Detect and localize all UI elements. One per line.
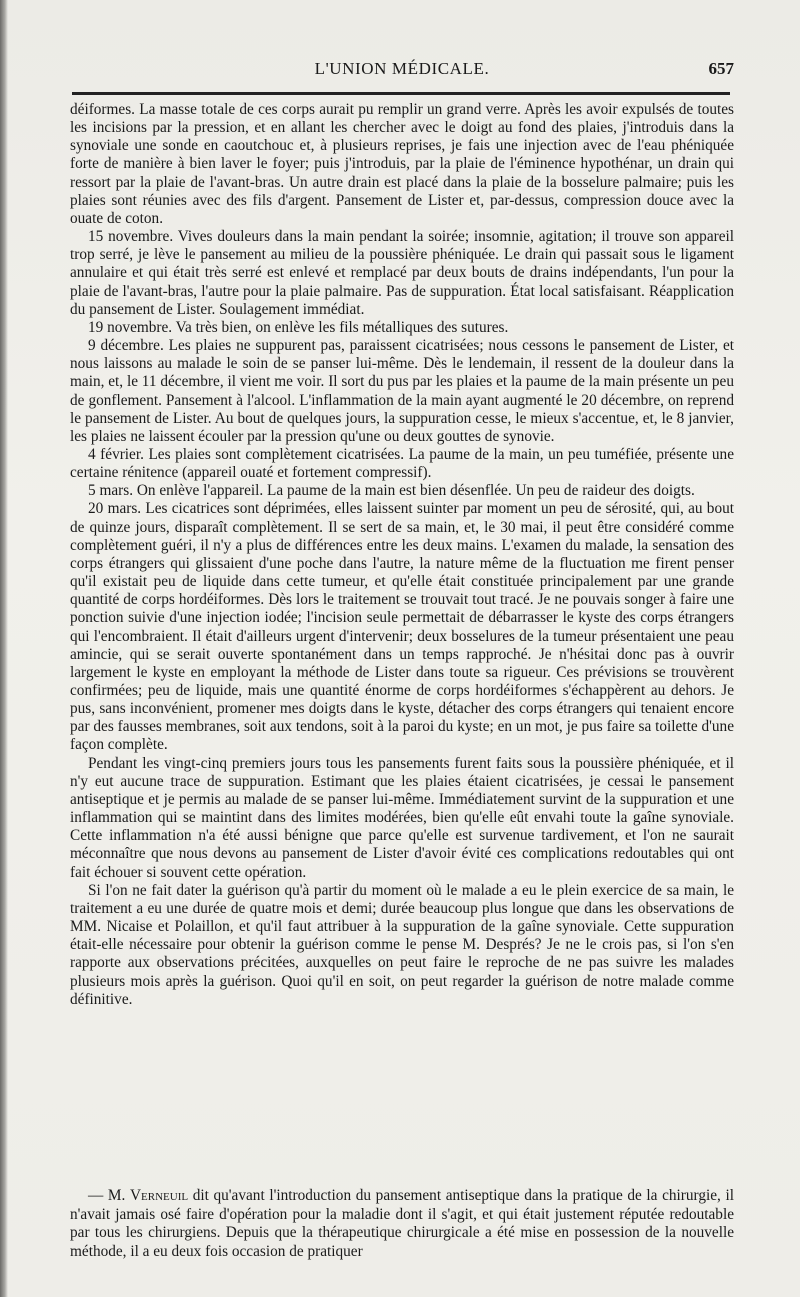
article-body	[70, 101, 734, 1009]
journal-title: L'UNION MÉDICALE.	[314, 59, 490, 78]
paragraph-guerison: Si l'on ne fait dater la guérison qu'à partir du moment où le malade a eu le plein exercice de sa main, le traitement a eu une durée de quatre mois et demi; durée beaucoup plus longue que dans les observations de MM. Nicaise et Polaillon, et qu'il faut attribuer à la suppuration de la gaîne synoviale. Cette suppuration était-elle nécessaire pour obtenir la guérison comme le pense M. Després? Je ne le crois pas, si l'on s'en rapporte aux observations précitées, auxquelles on peut faire le reproche de ne pas suivre les malades plusieurs mois après la guérison. Quoi qu'il en soit, on peut regarder la guérison de notre malade comme définitive.	[70, 881, 734, 1008]
page-binding-shadow	[0, 0, 8, 1297]
paragraph-19-novembre: 19 novembre. Va très bien, on enlève les fils métalliques des sutures.	[88, 318, 509, 336]
paragraph-continuation: déiformes. La masse totale de ces corps aurait pu remplir un grand verre. Après les avoir expulsés de toutes les incisions par la pression, et en allant les chercher avec le doigt au fond des plaies, j'introduis dans la synoviale une sonde en caoutchouc et, à plusieurs reprises, je fais une injection avec de l'eau phéniquée forte de manière à bien laver le foyer; puis j'introduis, par la plaie de l'éminence hypothénar, un drain qui ressort par la plaie de l'avant-bras. Un autre drain est placé dans la plaie de la bosselure palmaire; puis les plaies sont réunies avec des fils d'argent. Pansement de Lister et, par-dessus, compression douce avec la ouate de coton.	[70, 101, 734, 227]
paragraph-4-fevrier: 4 février. Les plaies sont complètement cicatrisées. La paume de la main, un peu tuméfiée, présente une certaine rénitence (appareil ouaté et fortement compressif).	[70, 445, 734, 482]
remark-dash: — M.	[88, 1187, 130, 1204]
paragraph-20-mars: 20 mars. Les cicatrices sont déprimées, elles laissent suinter par moment un peu de sérosité, qui, au bout de quinze jours, disparaît complètement. Il se sert de sa main, et, le 30 mai, il peut être considéré comme complètement guéri, il n'y a plus de différences entre les deux mains. L'examen du malade, la sensation des corps étrangers qui glissaient d'une poche dans l'autre, la nature même de la fluctuation me firent penser qu'il existait peu de liquide dans cette tumeur, et qu'elle était constituée principalement par une grande quantité de corps hordéiformes. Dès lors le traitement se trouvait tout tracé. Je ne pouvais songer à faire une ponction suivie d'une injection iodée; l'incision seule permettait de débarrasser le kyste des corps étrangers qui l'encombraient. Il était d'ailleurs urgent d'intervenir; deux bosselures de la tumeur présentaient une peau amincie, qui se serait ouverte spontanément dans un temps rapproché. Je n'hésitai donc pas à ouvrir largement le kyste en employant la méthode de Lister dans toute sa rigueur. Ces prévisions se trouvèrent confirmées; peu de liquide, mais une quantité énorme de corps hordéiformes s'échappèrent au dehors. Je pus, sans inconvénient, promener mes doigts dans le kyste, détacher des corps étrangers qui tenaient encore par des fausses membranes, soit aux tendons, soit à la paroi du kyste; en un mot, je pus faire sa toilette d'une façon complète.	[70, 500, 734, 754]
paragraph-5-mars: 5 mars. On enlève l'appareil. La paume de la main est bien désenflée. Un peu de raideur des doigts.	[88, 482, 695, 500]
paragraph-15-novembre: 15 novembre. Vives douleurs dans la main pendant la soirée; insomnie, agitation; il trouve son appareil trop serré, je lève le pansement au milieu de la poussière phéniquée. Le drain qui passait sous le ligament annulaire et qui était très serré est enlevé et remplacé par deux bouts de drains indépendants, l'un pour la plaie de l'avant-bras, l'autre pour la plaie palmaire. Pas de suppuration. État local satisfaisant. Réapplication du pansement de Lister. Soulagement immédiat.	[70, 228, 734, 318]
paragraph-9-decembre: 9 décembre. Les plaies ne suppurent pas, paraissent cicatrisées; nous cessons le pansement de Lister, et nous laissons au malade le soin de se panser lui-même. Dès le lendemain, il ressent de la douleur dans la main, et, le 11 décembre, il vient me voir. Il sort du pus par les plaies et la paume de la main présente un peu de gonflement. Pansement à l'alcool. L'inflammation de la main ayant augmenté le 20 décembre, on reprend le pansement de Lister. Au bout de quelques jours, la suppuration cesse, le mieux s'accentue, et, le 8 janvier, les plaies ne laissent écouler par la pression qu'une ou deux gouttes de synovie.	[70, 337, 734, 445]
paragraph-pansements: Pendant les vingt-cinq premiers jours tous les pansements furent faits sous la poussière phéniquée, et il n'y eut aucune trace de suppuration. Estimant que les plaies étaient cicatrisées, je cessai le pansement antiseptique et je permis au malade de se panser lui-même. Immédiatement survint de la suppuration et une inflammation qui se maintint dans des limites modérées, bien qu'elle eût envahi toute la gaîne synoviale. Cette inflammation n'a été aussi bénigne que parce qu'elle est survenue tardivement, et l'on ne saurait méconnaître que nous devons au pansement de Lister d'avoir évité ces complications redoutables qui ont fait échouer si souvent cette opération.	[70, 754, 734, 881]
speaker-name: Verneuil	[130, 1187, 189, 1204]
running-head	[70, 59, 734, 85]
page-number: 657	[708, 59, 734, 78]
header-rule	[72, 92, 730, 95]
remark-text: dit qu'avant l'introduction du pansement antiseptique dans la pratique de la chirurgie, il n'avait jamais osé faire d'opération pour la maladie dont il s'agit, et qui était justement réputée redoutable par tous les chirurgiens. Depuis que la thérapeutique chirurgicale a été mise en possession de la nouvelle méthode, il a eu deux fois occasion de pratiquer	[70, 1187, 734, 1260]
verneuil-remark	[70, 1187, 734, 1261]
discussion-paragraph	[70, 1187, 734, 1261]
